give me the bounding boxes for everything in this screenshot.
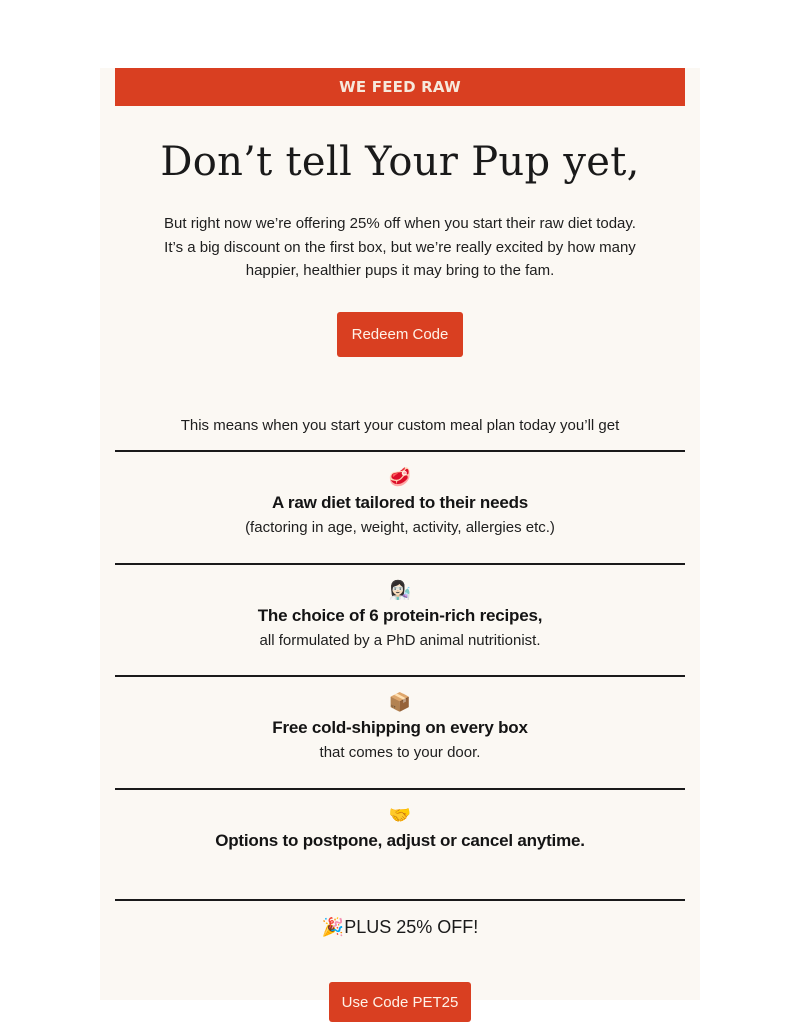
feature-recipes bbox=[115, 579, 685, 653]
feature-title: Options to postpone, adjust or cancel anytime. bbox=[215, 831, 585, 850]
handshake-icon: 🤝 bbox=[388, 805, 412, 826]
use-code-button[interactable]: Use Code PET25 bbox=[329, 982, 471, 1022]
feature-subtitle: all formulated by a PhD animal nutritionist. bbox=[259, 632, 541, 649]
divider bbox=[115, 450, 685, 452]
top-banner bbox=[115, 68, 685, 106]
feature-subtitle: that comes to your door. bbox=[319, 744, 481, 761]
intro-line: happier, healthier pups it may bring to the fam. bbox=[245, 262, 555, 279]
intro-line: But right now we’re offering 25% off when you start their raw diet today. bbox=[164, 215, 636, 232]
means-text: This means when you start your custom meal plan today you’ll get bbox=[180, 417, 620, 434]
feature-title: The choice of 6 protein-rich recipes, bbox=[257, 606, 543, 625]
steak-icon: 🥩 bbox=[388, 467, 412, 488]
party-popper-icon: 🎉 bbox=[321, 917, 345, 938]
divider bbox=[115, 675, 685, 677]
intro-line: It’s a big discount on the first box, but we’re really excited by how many bbox=[164, 238, 636, 256]
banner-text: WE FEED RAW bbox=[339, 78, 461, 96]
feature-subtitle: (factoring in age, weight, activity, allergies etc.) bbox=[245, 519, 555, 536]
scientist-icon: 👩🏻‍🔬 bbox=[388, 580, 412, 601]
divider bbox=[115, 899, 685, 901]
plus-offer bbox=[100, 914, 700, 941]
intro-paragraph bbox=[150, 212, 650, 283]
email-card bbox=[100, 68, 700, 1011]
divider bbox=[115, 788, 685, 790]
plus-offer-text: PLUS 25% OFF! bbox=[344, 917, 479, 937]
feature-shipping bbox=[115, 691, 685, 765]
package-icon: 📦 bbox=[388, 692, 412, 713]
feature-options bbox=[115, 804, 685, 854]
feature-raw-diet bbox=[115, 466, 685, 540]
redeem-code-button[interactable]: Redeem Code bbox=[337, 312, 463, 357]
feature-title: A raw diet tailored to their needs bbox=[271, 493, 529, 512]
headline: Don’t tell Your Pup yet, bbox=[160, 139, 640, 185]
divider bbox=[115, 563, 685, 565]
feature-title: Free cold-shipping on every box bbox=[272, 718, 528, 737]
